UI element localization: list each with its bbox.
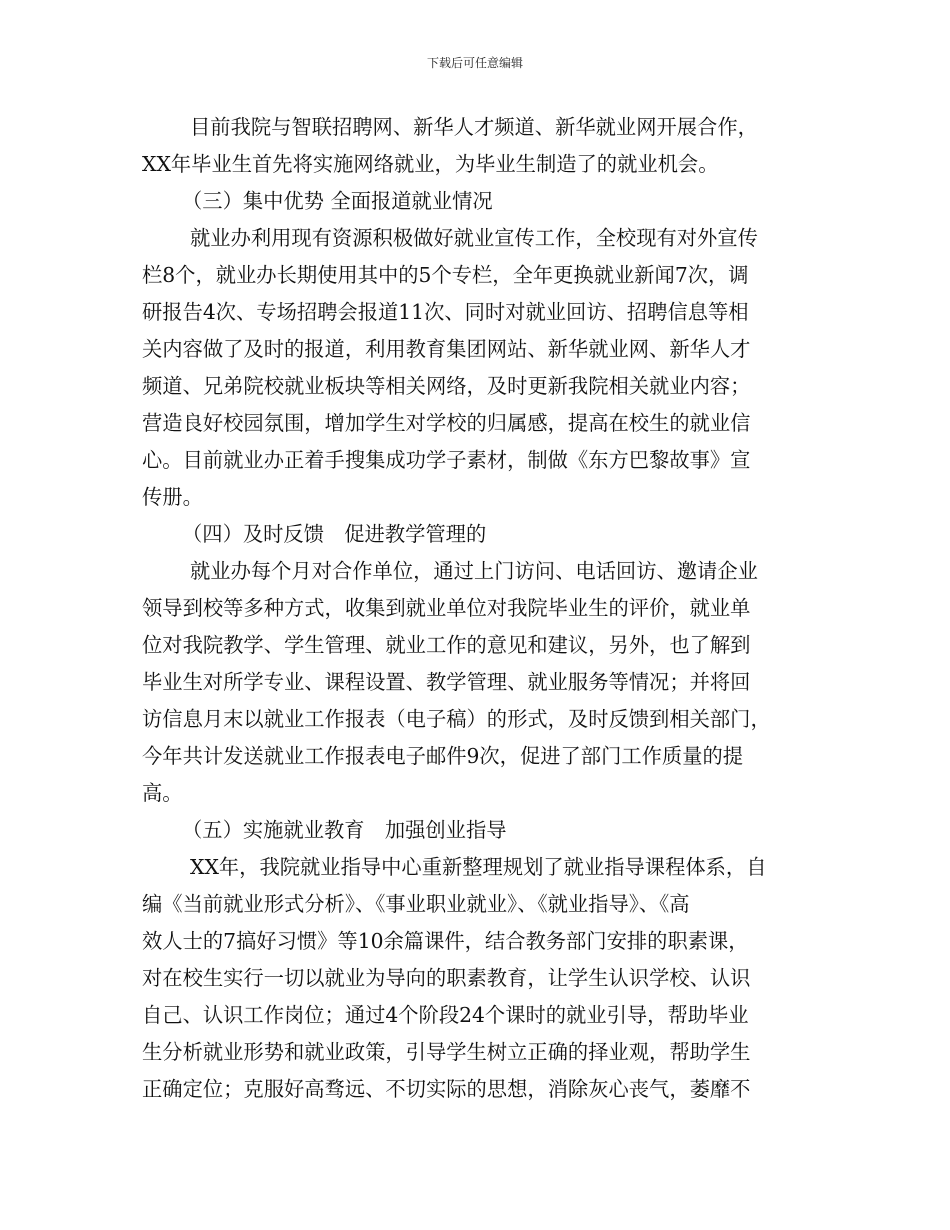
section-heading: （五）实施就业教育 加强创业指导	[182, 818, 507, 842]
paragraph-line: 就业办利用现有资源积极做好就业宣传工作，全校现有对外宣传	[190, 226, 758, 250]
paragraph-line: 访信息月末以就业工作报表（电子稿）的形式，及时反馈到相关部门，	[142, 707, 771, 731]
paragraph-line: 效人士的7搞好习惯》等10余篇课件，结合教务部门安排的职素课，	[142, 929, 749, 953]
page-header: 下载后可任意编辑	[426, 56, 523, 70]
paragraph-line: 高。	[142, 781, 183, 805]
paragraph-line: 心。目前就业办正着手搜集成功学子素材，制做《东方巴黎故事》宣	[142, 448, 751, 472]
paragraph-line: XX年毕业生首先将实施网络就业，为毕业生制造了的就业机会。	[142, 152, 719, 176]
paragraph-line: 传册。	[142, 485, 203, 509]
paragraph-line: 毕业生对所学专业、课程设置、教学管理、就业服务等情况；并将回	[142, 670, 751, 694]
paragraph-line: 今年共计发送就业工作报表电子邮件9次，促进了部门工作质量的提	[142, 744, 744, 768]
paragraph-line: 栏8个，就业办长期使用其中的5个专栏，全年更换就业新闻7次，调	[142, 263, 749, 287]
section-heading: （四）及时反馈 促进教学管理的	[182, 522, 487, 546]
paragraph-line: 位对我院教学、学生管理、就业工作的意见和建议，另外，也了解到	[142, 633, 751, 657]
paragraph-line: 领导到校等多种方式，收集到就业单位对我院毕业生的评价，就业单	[142, 596, 751, 620]
paragraph-line: 关内容做了及时的报道，利用教育集团网站、新华就业网、新华人才	[142, 337, 751, 361]
paragraph-line: 自己、认识工作岗位；通过4个阶段24个课时的就业引导，帮助毕业	[142, 1003, 749, 1027]
paragraph-line: 就业办每个月对合作单位，通过上门访问、电话回访、邀请企业	[190, 559, 758, 583]
paragraph-line: 研报告4次、专场招聘会报道11次、同时对就业回访、招聘信息等相	[142, 300, 749, 324]
section-heading: （三）集中优势 全面报道就业情况	[182, 189, 493, 213]
paragraph-line: 生分析就业形势和就业政策，引导学生树立正确的择业观，帮助学生	[142, 1040, 751, 1064]
paragraph-line: 对在校生实行一切以就业为导向的职素教育，让学生认识学校、认识	[142, 966, 751, 990]
paragraph-line: XX年，我院就业指导中心重新整理规划了就业指导课程体系，自	[190, 855, 767, 879]
paragraph-line: 编《当前就业形式分析》、《事业职业就业》、《就业指导》、《高	[142, 892, 690, 916]
paragraph-line: 营造良好校园氛围，增加学生对学校的归属感，提高在校生的就业信	[142, 411, 751, 435]
paragraph-line: 频道、兄弟院校就业板块等相关网络，及时更新我院相关就业内容；	[142, 374, 751, 398]
paragraph-line: 目前我院与智联招聘网、新华人才频道、新华就业网开展合作，	[190, 115, 758, 139]
paragraph-line: 正确定位；克服好高骛远、不切实际的思想，消除灰心丧气，萎靡不	[142, 1077, 751, 1101]
